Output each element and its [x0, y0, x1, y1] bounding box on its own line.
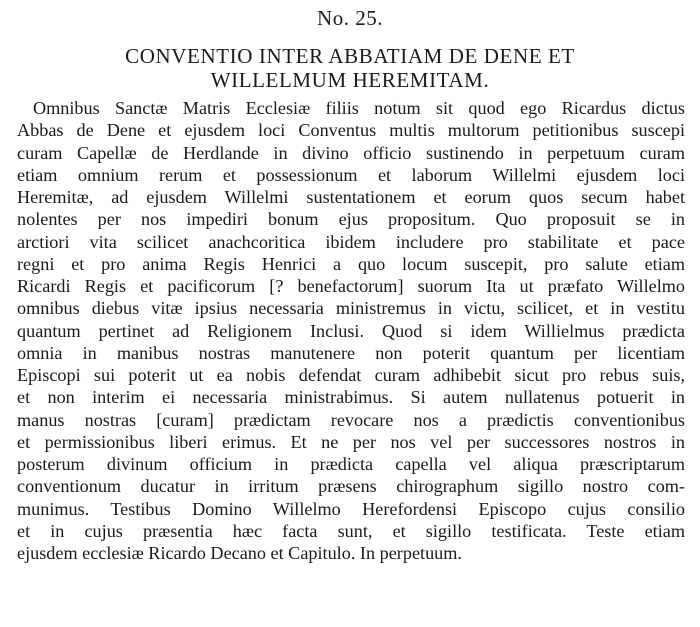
document-number: No. 25.: [317, 6, 383, 30]
body-line: Ricardi Regis et pacificorum [? benefactorum] suorum Ita ut præfato Willelmo: [17, 276, 685, 296]
body-line: Episcopi sui poterit ut ea nobis defendat curam adhibebit sicut pro rebus suis,: [17, 365, 685, 385]
body-line: ejusdem ecclesiæ Ricardo Decano et Capitulo. In perpetuum.: [17, 543, 462, 563]
document-title: [0, 44, 700, 92]
body-line: conventionum ducatur in irritum præsens chirographum sigillo nostro com-: [17, 476, 685, 497]
body-line: posterum divinum officium in prædicta capella vel aliqua præscriptarum: [17, 454, 685, 474]
document-body: [17, 97, 685, 564]
body-line: curam Capellæ de Herdlande in divino officio sustinendo in perpetuum curam: [17, 142, 685, 163]
body-line: etiam omnium rerum et possessionum et laborum Willelmi ejusdem loci: [17, 164, 685, 185]
body-line: nolentes per nos impediri bonum ejus propositum. Quo proposuit se in: [17, 209, 685, 230]
body-line: omnia in manibus nostras manutenere non poterit quantum per licentiam: [17, 342, 685, 363]
body-line: arctiori vita scilicet anachcoritica ibidem includere pro stabilitate et pace: [17, 231, 685, 252]
body-line: manus nostras [curam] prædictam revocare nos a prædictis conventionibus: [17, 409, 685, 430]
body-line: munimus. Testibus Domino Willelmo Herefordensi Episcopo cujus consilio: [17, 498, 685, 519]
body-line: et permissionibus liberi erimus. Et ne per nos vel per successores nostros in: [17, 431, 685, 452]
body-line: et in cujus præsentia hæc facta sunt, et sigillo testificata. Teste etiam: [17, 520, 685, 541]
title-line-2: WILLELMUM HEREMITAM.: [210, 68, 490, 92]
body-line: omnibus diebus vitæ ipsius necessaria ministremus in victu, scilicet, et in vestitu: [17, 298, 685, 319]
body-line: Abbas de Dene et ejusdem loci Conventus multis multorum petitionibus suscepi: [17, 120, 685, 141]
title-line-1: CONVENTIO INTER ABBATIAM DE DENE ET: [125, 44, 575, 68]
body-line: Omnibus Sanctæ Matris Ecclesiæ filiis notum sit quod ego Ricardus dictus: [33, 98, 685, 118]
body-line: Heremitæ, ad ejusdem Willelmi sustentationem et eorum quos secum habet: [17, 187, 685, 207]
body-line: quantum pertinet ad Religionem Inclusi. Quod si idem Willielmus prædicta: [17, 320, 685, 341]
body-line: et non interim ei necessaria ministrabimus. Si autem nullatenus potuerit in: [17, 387, 685, 408]
body-line: regni et pro anima Regis Henrici a quo locum suscepit, pro salute etiam: [17, 253, 685, 274]
